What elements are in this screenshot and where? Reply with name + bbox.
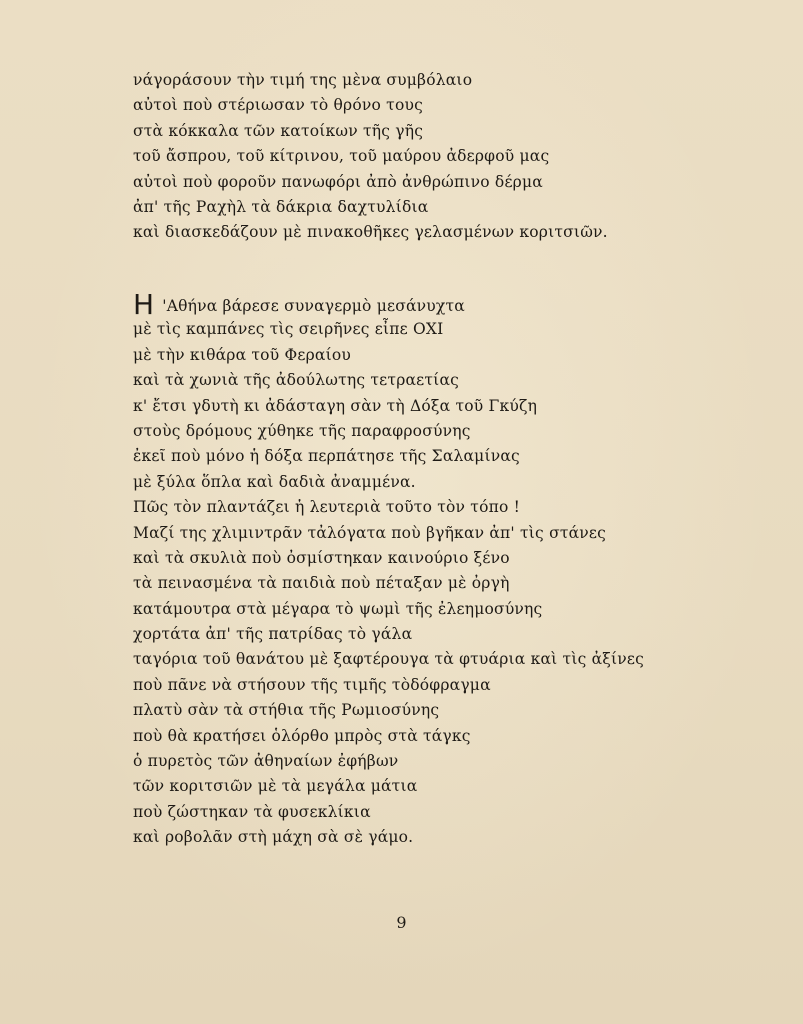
poem-line: κατάμουτρα στὰ μέγαρα τὸ ψωμὶ τῆς ἐλεημοσύνης (133, 599, 543, 618)
poem-line: ποὺ θὰ κρατήσει ὁλόρθο μπρὸς στὰ τάγκς (133, 726, 471, 745)
poem-line: ποὺ πᾶνε νὰ στήσουν τῆς τιμῆς τὸδόφραγμα (133, 675, 491, 694)
poem-line: κ' ἔτσι γδυτὴ κι ἀδάσταγη σὰν τὴ Δόξα τοῦ Γκύζη (133, 396, 538, 415)
poem-line: καὶ τὰ χωνιὰ τῆς ἀδούλωτης τετραετίας (133, 371, 459, 390)
poem-line: πλατὺ σὰν τὰ στήθια τῆς Ρωμιοσύνης (133, 701, 440, 720)
poem-line: τὰ πεινασμένα τὰ παιδιὰ ποὺ πέταξαν μὲ ὀργὴ (133, 574, 510, 593)
poem-line: καὶ τὰ σκυλιὰ ποὺ ὀσμίστηκαν καινούριο ξένο (133, 548, 510, 567)
poem-line: μὲ τὴν κιθάρα τοῦ Φεραίου (133, 345, 352, 364)
poem-line: ταγόρια τοῦ θανάτου μὲ ξαφτέρουγα τὰ φτυάρια καὶ τὶς ἀξίνες (133, 650, 645, 669)
poem-line: ἐκεῖ ποὺ μόνο ἡ δόξα περπάτησε τῆς Σαλαμίνας (133, 447, 520, 466)
poem-line: μὲ τὶς καμπάνες τὶς σειρῆνες εἶπε ΟΧΙ (133, 320, 444, 339)
poem-line: καὶ ροβολᾶν στὴ μάχη σὰ σὲ γάμο. (133, 828, 414, 847)
poem-line: χορτάτα ἀπ' τῆς πατρίδας τὸ γάλα (133, 625, 413, 644)
stanza-1 (133, 68, 608, 246)
poem-line: ἀπ' τῆς Ραχὴλ τὰ δάκρια δαχτυλίδια (133, 197, 429, 216)
page-number: 9 (396, 913, 407, 932)
poem-line: ποὺ ζώστηκαν τὰ φυσεκλίκια (133, 802, 371, 821)
poem-line: καὶ διασκεδάζουν μὲ πινακοθῆκες γελασμένων κοριτσιῶν. (133, 223, 608, 242)
poem-line: τοῦ ἄσπρου, τοῦ κίτρινου, τοῦ μαύρου ἀδερφοῦ μας (133, 147, 550, 166)
poem-line: τῶν κοριτσιῶν μὲ τὰ μεγάλα μάτια (133, 777, 418, 796)
poem-line: στοὺς δρόμους χύθηκε τῆς παραφροσύνης (133, 421, 471, 440)
poem-line: στὰ κόκκαλα τῶν κατοίκων τῆς γῆς (133, 121, 424, 140)
poem-line: νάγοράσουν τὴν τιμή της μὲνα συμβόλαιο (133, 71, 473, 89)
poem-first-line (133, 288, 644, 321)
poem-line: μὲ ξύλα ὅπλα καὶ δαδιὰ ἀναμμένα. (133, 472, 416, 491)
stanza-2 (133, 288, 645, 851)
poem-line: Μαζί της χλιμιντρᾶν τἀλόγατα ποὺ βγῆκαν ἀπ' τὶς στάνες (133, 523, 607, 542)
poem-line: Πῶς τὸν πλαντάζει ἡ λευτεριὰ τοῦτο τὸν τόπο ! (133, 498, 521, 517)
poem-first-line-text: 'Αθήνα βάρεσε συναγερμὸ μεσάνυχτα (162, 297, 465, 315)
poem-line: αὐτοὶ ποὺ φοροῦν πανωφόρι ἀπὸ ἀνθρώπινο δέρμα (133, 172, 543, 191)
poem-line: αὐτοὶ ποὺ στέριωσαν τὸ θρόνο τους (133, 96, 423, 115)
drop-cap: Η (133, 288, 155, 321)
poem-line: ὁ πυρετὸς τῶν ἀθηναίων ἐφήβων (133, 752, 399, 771)
